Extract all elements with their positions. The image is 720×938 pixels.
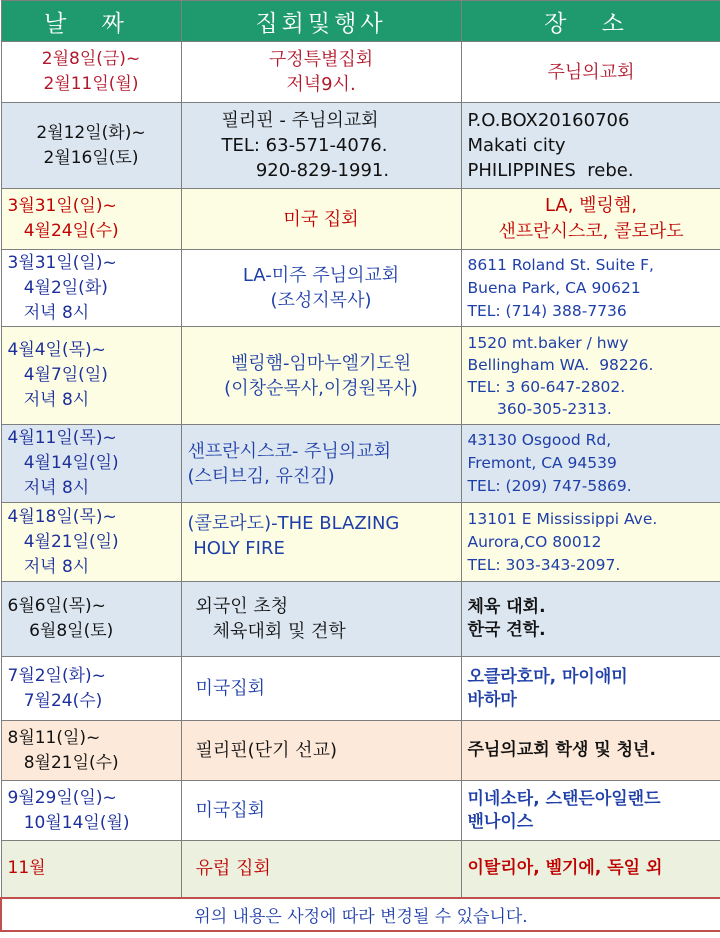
table-row <box>1 781 720 841</box>
place-cell <box>461 781 720 841</box>
place-cell <box>461 327 720 425</box>
cell-line: 저녁 8시 <box>7 478 90 498</box>
cell-line: Bellingham WA. 98226. <box>467 355 654 374</box>
place-cell <box>461 42 720 103</box>
event-cell <box>181 250 461 327</box>
header-place: 장 소 <box>461 1 720 42</box>
date-cell <box>1 327 181 425</box>
footer-notice: 위의 내용은 사정에 따라 변경될 수 있습니다. <box>1 898 720 931</box>
cell-line: 2월12일(화)~ <box>36 122 146 143</box>
cell-line: 바하마 <box>467 689 517 710</box>
cell-line: 920-829-1991. <box>221 160 390 181</box>
cell-line: 저녁 8시 <box>7 556 90 577</box>
event-cell <box>181 425 461 503</box>
cell-line: 저녁 8시 <box>7 390 90 410</box>
cell-line: TEL: (714) 388-7736 <box>467 301 627 320</box>
place-cell <box>461 250 720 327</box>
date-cell <box>1 781 181 841</box>
date-cell <box>1 250 181 327</box>
cell-line: 8611 Roland St. Suite F, <box>467 255 654 274</box>
cell-line: 구정특별집회 <box>268 49 374 70</box>
cell-line: 체육대회 및 견학 <box>195 621 346 642</box>
place-cell <box>461 503 720 582</box>
cell-line: 체육 대회. <box>467 597 546 617</box>
cell-line: 6월8일(토) <box>7 621 114 641</box>
date-cell <box>1 657 181 721</box>
event-cell <box>181 503 461 582</box>
date-cell <box>1 582 181 657</box>
cell-line: 4월4일(목)~ <box>7 340 106 360</box>
place-cell <box>461 841 720 898</box>
cell-line: (콜로라도)-THE BLAZING <box>187 513 400 534</box>
cell-line: LA-미주 주님의교회 <box>242 265 400 286</box>
cell-line: Buena Park, CA 90621 <box>467 278 641 297</box>
place-cell <box>461 657 720 721</box>
footer-row <box>1 898 720 931</box>
cell-line: TEL: 63-571-4076. <box>221 135 388 156</box>
date-cell <box>1 841 181 898</box>
cell-line: Fremont, CA 94539 <box>467 454 617 472</box>
table-row <box>1 103 720 189</box>
cell-line: (스티브김, 유진김) <box>187 465 335 487</box>
cell-line: 벨링햄-임마누엘기도원 <box>230 352 412 374</box>
date-cell <box>1 189 181 250</box>
cell-line: 4월7일(일) <box>7 365 108 385</box>
event-cell <box>181 721 461 781</box>
date-cell <box>1 103 181 189</box>
cell-line: 4월21일(일) <box>7 531 119 552</box>
table-row <box>1 250 720 327</box>
cell-line: 7월2일(화)~ <box>7 665 106 686</box>
cell-line: 3월31일(일)~ <box>7 196 117 216</box>
table-row <box>1 503 720 582</box>
date-cell <box>1 42 181 103</box>
event-cell <box>181 841 461 898</box>
cell-line: 주님의교회 <box>547 61 635 83</box>
cell-line: 8월11(일)~ <box>7 727 101 748</box>
event-cell <box>181 582 461 657</box>
cell-line: TEL: 3 60-647-2802. <box>467 377 626 396</box>
event-cell <box>181 189 461 250</box>
cell-line: 필리핀 - 주님의교회 <box>221 110 379 131</box>
cell-line: 밴나이스 <box>467 811 534 832</box>
cell-line: 13101 E Mississippi Ave. <box>467 509 658 528</box>
cell-line: 외국인 초청 <box>195 596 289 617</box>
cell-line: 오클라호마, 마이애미 <box>467 666 628 687</box>
cell-line: 6월6일(목)~ <box>7 596 106 616</box>
cell-line: 샌프란시스코, 콜로라도 <box>498 221 684 242</box>
cell-line: 저녁9시. <box>286 74 356 95</box>
cell-line: LA, 벨링햄, <box>544 195 638 216</box>
cell-line: 4월11일(목)~ <box>7 428 117 448</box>
table-row <box>1 42 720 103</box>
cell-line: Makati city <box>467 135 566 156</box>
cell-line: 1520 mt.baker / hwy <box>467 333 629 352</box>
cell-line: 4월14일(일) <box>7 453 119 473</box>
table-row <box>1 582 720 657</box>
place-cell <box>461 582 720 657</box>
place-cell <box>461 425 720 503</box>
date-cell <box>1 425 181 503</box>
event-cell <box>181 103 461 189</box>
cell-line: 2월16일(토) <box>43 147 139 168</box>
cell-line: 한국 견학. <box>467 620 546 640</box>
event-cell <box>181 42 461 103</box>
cell-line: 9월29일(일)~ <box>7 787 117 808</box>
cell-line: 유럽 집회 <box>195 858 271 880</box>
place-cell <box>461 103 720 189</box>
cell-line: 미네소타, 스탠든아일랜드 <box>467 788 661 809</box>
cell-line: 4월2일(화) <box>7 277 108 298</box>
cell-line: 7월24(수) <box>7 690 103 711</box>
table-row <box>1 841 720 898</box>
cell-line: PHILIPPINES rebe. <box>467 160 634 181</box>
place-cell <box>461 189 720 250</box>
cell-line: 샌프란시스코- 주님의교회 <box>187 440 391 462</box>
cell-line: 미국 집회 <box>283 208 359 230</box>
cell-line: Aurora,CO 80012 <box>467 532 602 551</box>
cell-line: TEL: (209) 747-5869. <box>467 477 632 495</box>
event-cell <box>181 327 461 425</box>
table-row <box>1 189 720 250</box>
header-event: 집회및행사 <box>181 1 461 42</box>
table-row <box>1 721 720 781</box>
cell-line: 43130 Osgood Rd, <box>467 431 612 449</box>
cell-line: 주님의교회 학생 및 청년. <box>467 740 656 760</box>
cell-line: 11월 <box>7 858 46 879</box>
event-cell <box>181 657 461 721</box>
event-cell <box>181 781 461 841</box>
date-cell <box>1 721 181 781</box>
cell-line: 이탈리아, 벨기에, 독일 외 <box>467 858 663 879</box>
header-date: 날 짜 <box>1 1 181 42</box>
date-cell <box>1 503 181 582</box>
cell-line: 10월14일(월) <box>7 812 130 833</box>
place-cell <box>461 721 720 781</box>
cell-line: 4월24일(수) <box>7 221 119 241</box>
cell-line: (이창순목사,이경원목사) <box>224 377 418 399</box>
cell-line: 8월21일(수) <box>7 752 119 773</box>
cell-line: HOLY FIRE <box>187 538 285 559</box>
cell-line: 미국집회 <box>195 678 266 699</box>
cell-line: P.O.BOX20160706 <box>467 110 630 131</box>
cell-line: 2월11일(월) <box>43 74 139 94</box>
table-row <box>1 425 720 503</box>
cell-line: 미국집회 <box>195 800 266 821</box>
cell-line: 필리핀(단기 선교) <box>195 740 337 761</box>
cell-line: 360-305-2313. <box>467 399 612 418</box>
header-row <box>1 1 720 42</box>
cell-line: TEL: 303-343-2097. <box>467 555 621 574</box>
cell-line: 4월18일(목)~ <box>7 506 117 527</box>
cell-line: 저녁 8시 <box>7 302 90 323</box>
cell-line: 2월8일(금)~ <box>41 49 141 69</box>
table-row <box>1 657 720 721</box>
table-row <box>1 327 720 425</box>
cell-line: 3월31일(일)~ <box>7 252 117 273</box>
cell-line: (조성지목사) <box>270 290 372 311</box>
